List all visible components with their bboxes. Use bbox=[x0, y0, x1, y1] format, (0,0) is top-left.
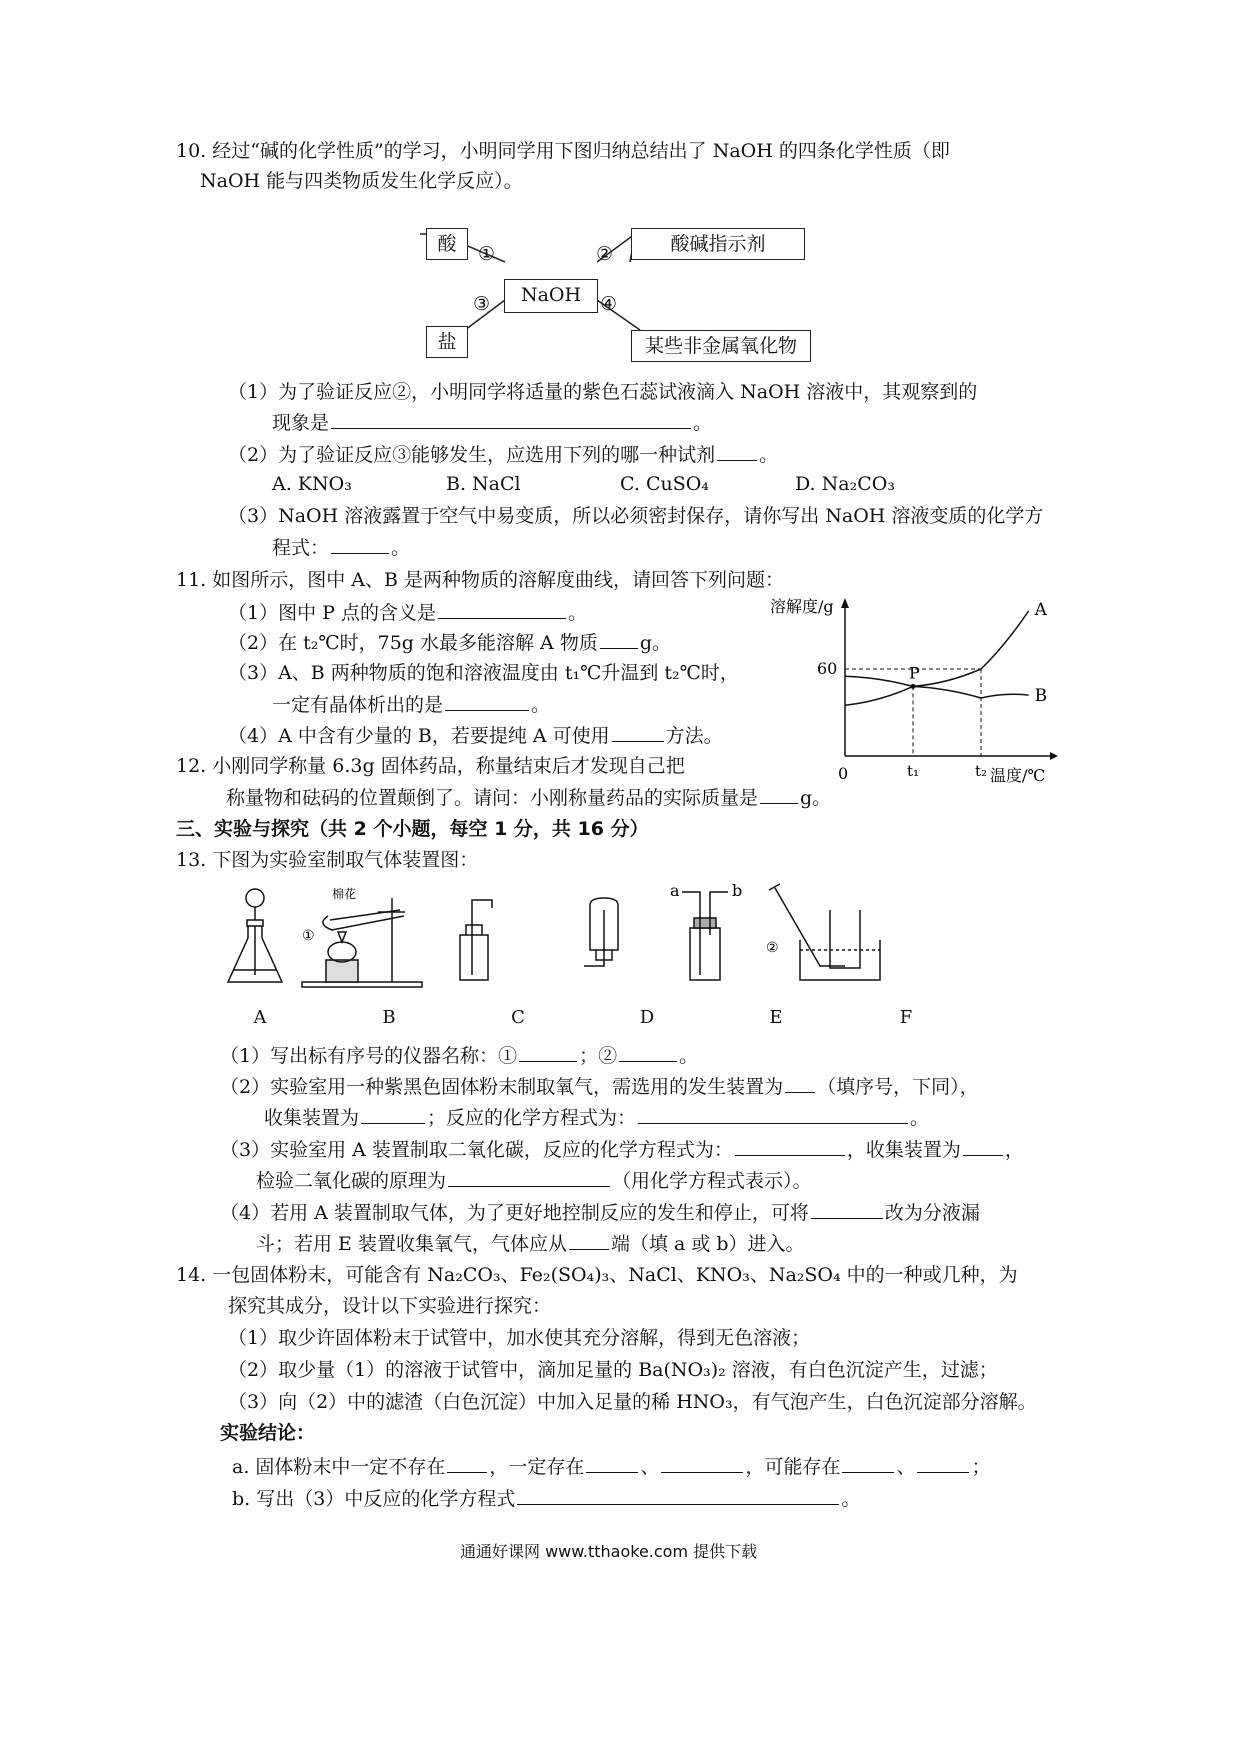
q13-part2-text2: 收集装置为 bbox=[264, 1107, 360, 1129]
x-tick-t2: t₂ bbox=[975, 762, 988, 780]
q13-part3-line2 bbox=[256, 1168, 812, 1193]
q14-stem-line1: 14. 一包固体粉末，可能含有 Na₂CO₃、Fe₂(SO₄)₃、NaCl、KNO₃、Na₂SO₄ 中的一种或几种，为 bbox=[176, 1264, 1018, 1286]
q11-answer-blank-1[interactable] bbox=[438, 600, 566, 619]
q13-answer-blank-4[interactable] bbox=[361, 1105, 425, 1124]
q13-part2-end: 。 bbox=[910, 1107, 930, 1129]
reaction-3-label: ③ bbox=[473, 293, 491, 315]
q14-a-text2: ，一定存在 bbox=[489, 1456, 585, 1478]
q11-part4 bbox=[228, 723, 723, 748]
q13-part1-text: （1）写出标有序号的仪器名称：① bbox=[220, 1045, 518, 1067]
q14-conclusion-heading: 实验结论： bbox=[220, 1422, 316, 1444]
box-naoh: NaOH bbox=[504, 279, 598, 313]
q14-b-text: b. 写出（3）中反应的化学方程式 bbox=[232, 1488, 516, 1510]
q10-part2-text: （2）为了验证反应③能够发生，应选用下列的哪一种试剂 bbox=[228, 444, 716, 466]
q10-option-d: D. Na₂CO₃ bbox=[795, 473, 895, 495]
q13-part3-text: （3）实验室用 A 装置制取二氧化碳，反应的化学方程式为： bbox=[220, 1139, 733, 1161]
q10-answer-blank-1[interactable] bbox=[331, 410, 691, 429]
q14-a-end: ； bbox=[971, 1456, 991, 1478]
q14-answer-blank-3[interactable] bbox=[661, 1454, 743, 1473]
q13-part4-line2 bbox=[256, 1231, 805, 1256]
q14-stem-line2: 探究其成分，设计以下实验进行探究： bbox=[228, 1295, 552, 1317]
q14-answer-blank-1[interactable] bbox=[447, 1454, 487, 1473]
diagram-connectors bbox=[0, 0, 1240, 380]
footer-source: 通通好课网 www.tthaoke.com 提供下载 bbox=[460, 1542, 758, 1561]
q13-part2-note: （填序号，下同）， bbox=[817, 1076, 979, 1098]
q12-line2 bbox=[226, 785, 831, 810]
reaction-1-label: ① bbox=[478, 243, 496, 265]
q13-part1-mid: ；② bbox=[579, 1045, 618, 1067]
q13-part4-line1 bbox=[220, 1200, 980, 1225]
series-label-b: B bbox=[1034, 686, 1048, 707]
q11-stem: 11. 如图所示，图中 A、B 是两种物质的溶解度曲线，请回答下列问题： bbox=[176, 569, 785, 591]
q11-part1-text: （1）图中 P 点的含义是 bbox=[228, 602, 436, 624]
q11-answer-blank-3[interactable] bbox=[445, 692, 529, 711]
q11-part2 bbox=[228, 630, 671, 655]
apparatus-c bbox=[460, 900, 492, 980]
reaction-2-label: ② bbox=[596, 243, 614, 265]
apparatus-b bbox=[302, 898, 422, 987]
apparatus-figure bbox=[220, 880, 1100, 1000]
e-port-b-label: b bbox=[732, 881, 743, 900]
instrument-1-label: ① bbox=[302, 928, 315, 944]
q13-answer-blank-2[interactable] bbox=[619, 1043, 677, 1062]
x-tick-t1: t₁ bbox=[907, 762, 920, 780]
q12-text: 称量物和砝码的位置颠倒了。请问：小刚称量药品的实际质量是 bbox=[226, 787, 759, 809]
cotton-label: 棉花 bbox=[332, 887, 357, 901]
solubility-chart bbox=[770, 596, 1070, 786]
q14-step-1: （1）取少许固体粉末于试管中，加水使其充分溶解，得到无色溶液； bbox=[228, 1327, 811, 1349]
q14-a-text1: a. 固体粉末中一定不存在 bbox=[232, 1456, 446, 1478]
q14-a-text3: ，可能存在 bbox=[745, 1456, 841, 1478]
series-label-a: A bbox=[1034, 600, 1047, 620]
q13-part3-line1 bbox=[220, 1137, 1024, 1162]
point-p-label: P bbox=[909, 663, 920, 683]
apparatus-label-b: B bbox=[382, 1007, 396, 1028]
q10-part1-text: 现象是 bbox=[272, 412, 330, 434]
q12-answer-blank[interactable] bbox=[760, 785, 798, 804]
q10-stem-line1: 10. 经过“碱的化学性质”的学习，小明同学用下图归纳总结出了 NaOH 的四条化学性质（即 bbox=[176, 140, 950, 162]
q10-part2-end: 。 bbox=[759, 444, 779, 466]
q13-part1 bbox=[220, 1043, 698, 1068]
q13-part4-text: （4）若用 A 装置制取气体，为了更好地控制反应的发生和停止，可将 bbox=[220, 1202, 809, 1224]
section-3-title: 三、实验与探究（共 2 个小题，每空 1 分，共 16 分） bbox=[176, 818, 649, 840]
q10-part3-line2 bbox=[272, 535, 410, 560]
origin-label: 0 bbox=[838, 764, 849, 783]
q10-part3-end: 。 bbox=[391, 537, 411, 559]
box-oxide: 某些非金属氧化物 bbox=[631, 330, 811, 362]
y-axis-arrow-icon bbox=[841, 598, 849, 608]
apparatus-label-f: F bbox=[899, 1007, 913, 1028]
q14-answer-blank-6[interactable] bbox=[517, 1486, 839, 1505]
q11-part1-end: 。 bbox=[567, 602, 587, 624]
q13-answer-blank-5[interactable] bbox=[638, 1105, 908, 1124]
q12-line1: 12. 小刚同学称量 6.3g 固体药品，称量结束后才发现自己把 bbox=[176, 755, 685, 777]
q13-part4-end: 端（填 a 或 b）进入。 bbox=[610, 1233, 805, 1255]
q10-option-a: A. KNO₃ bbox=[272, 473, 352, 495]
q13-part4-text2: 改为分液漏 bbox=[884, 1202, 980, 1224]
q13-part3-note: （用化学方程式表示）。 bbox=[612, 1170, 812, 1192]
q10-stem-line2: NaOH 能与四类物质发生化学反应）。 bbox=[200, 170, 523, 192]
q11-answer-blank-4[interactable] bbox=[612, 723, 664, 742]
box-salt: 盐 bbox=[426, 326, 468, 358]
apparatus-d bbox=[584, 898, 618, 966]
apparatus-label-e: E bbox=[769, 1007, 783, 1028]
q13-answer-blank-7[interactable] bbox=[963, 1137, 1003, 1156]
apparatus-e bbox=[682, 892, 728, 980]
curve-b bbox=[845, 676, 1029, 698]
q13-part2-line1 bbox=[220, 1074, 979, 1099]
y-tick-60: 60 bbox=[817, 659, 838, 678]
q11-part4-end: 方法。 bbox=[665, 725, 723, 747]
curve-a bbox=[845, 611, 1029, 705]
q11-part3-end: 。 bbox=[531, 694, 551, 716]
point-p bbox=[911, 684, 916, 689]
apparatus-label-d: D bbox=[639, 1007, 655, 1028]
q13-answer-blank-9[interactable] bbox=[811, 1200, 883, 1219]
q10-option-c: C. CuSO₄ bbox=[620, 473, 709, 495]
x-axis-arrow-icon bbox=[1050, 752, 1058, 760]
apparatus-label-a: A bbox=[253, 1007, 267, 1028]
q11-answer-blank-2[interactable] bbox=[600, 630, 638, 649]
q13-part2-text: （2）实验室用一种紫黑色固体粉末制取氧气，需选用的发生装置为 bbox=[220, 1076, 784, 1098]
apparatus-label-c: C bbox=[511, 1007, 525, 1028]
e-port-a-label: a bbox=[670, 881, 680, 900]
q10-part3-text: 程式： bbox=[272, 537, 330, 559]
q13-answer-blank-8[interactable] bbox=[448, 1168, 610, 1187]
q14-answer-blank-5[interactable] bbox=[917, 1454, 969, 1473]
y-axis-label: 溶解度/g bbox=[770, 597, 834, 616]
q14-step-3: （3）向（2）中的滤渣（白色沉淀）中加入足量的稀 HNO₃，有气泡产生，白色沉淀部分溶解。 bbox=[228, 1391, 1037, 1413]
q11-part2-end: g。 bbox=[639, 632, 671, 654]
q13-answer-blank-10[interactable] bbox=[569, 1231, 609, 1250]
instrument-2-label: ② bbox=[766, 940, 779, 956]
x-axis-label: 温度/℃ bbox=[990, 766, 1046, 785]
q10-part1-line2 bbox=[272, 410, 712, 435]
apparatus-f bbox=[769, 884, 880, 980]
q11-part3-line2 bbox=[272, 692, 550, 717]
box-indicator: 酸碱指示剂 bbox=[631, 228, 805, 260]
q10-part2 bbox=[228, 442, 778, 467]
q14-b-end: 。 bbox=[841, 1488, 861, 1510]
q13-answer-blank-6[interactable] bbox=[735, 1137, 845, 1156]
q11-part4-text: （4）A 中含有少量的 B，若要提纯 A 可使用 bbox=[228, 725, 610, 747]
q14-answer-blank-4[interactable] bbox=[842, 1454, 894, 1473]
q10-answer-blank-2[interactable] bbox=[717, 442, 757, 461]
q13-part3-text2: ，收集装置为 bbox=[846, 1139, 961, 1161]
q13-part4-text3: 斗；若用 E 装置收集氧气，气体应从 bbox=[256, 1233, 567, 1255]
q13-stem: 13. 下图为实验室制取气体装置图： bbox=[176, 849, 479, 871]
q13-answer-blank-1[interactable] bbox=[519, 1043, 577, 1062]
q13-part2-text3: ；反应的化学方程式为： bbox=[427, 1107, 637, 1129]
q14-a-sep2: 、 bbox=[896, 1456, 916, 1478]
q10-option-b: B. NaCl bbox=[446, 473, 521, 495]
q10-part1-end: 。 bbox=[693, 412, 713, 434]
q11-part3-text: 一定有晶体析出的是 bbox=[272, 694, 444, 716]
q13-part3-text3: 检验二氧化碳的原理为 bbox=[256, 1170, 447, 1192]
q10-part3-line1: （3）NaOH 溶液露置于空气中易变质，所以必须密封保存，请你写出 NaOH 溶液变质的化学方 bbox=[228, 505, 1044, 527]
q11-part2-text: （2）在 t₂℃时，75g 水最多能溶解 A 物质 bbox=[228, 632, 598, 654]
q10-part1-line1: （1）为了验证反应②，小明同学将适量的紫色石蕊试液滴入 NaOH 溶液中，其观察到的 bbox=[228, 381, 978, 403]
q13-part1-end: 。 bbox=[679, 1045, 699, 1067]
q11-part1 bbox=[228, 600, 587, 625]
q13-answer-blank-3[interactable] bbox=[785, 1074, 815, 1093]
apparatus-a bbox=[228, 889, 282, 982]
q14-answer-blank-2[interactable] bbox=[586, 1454, 638, 1473]
q10-answer-blank-3[interactable] bbox=[331, 535, 389, 554]
chart-marks bbox=[817, 600, 1048, 780]
q11-part3-line1: （3）A、B 两种物质的饱和溶液温度由 t₁℃升温到 t₂℃时， bbox=[228, 662, 739, 684]
q14-a-sep1: 、 bbox=[640, 1456, 660, 1478]
q13-part2-line2 bbox=[264, 1105, 929, 1130]
reaction-4-label: ④ bbox=[600, 293, 618, 315]
q14-conclusion-a bbox=[232, 1454, 991, 1479]
q13-part3-end: ， bbox=[1004, 1139, 1024, 1161]
q12-end: g。 bbox=[800, 787, 832, 809]
box-acid: 酸 bbox=[426, 228, 468, 260]
q14-step-2: （2）取少量（1）的溶液于试管中，滴加足量的 Ba(NO₃)₂ 溶液，有白色沉淀产生，过滤； bbox=[228, 1359, 998, 1381]
q14-conclusion-b bbox=[232, 1486, 860, 1511]
